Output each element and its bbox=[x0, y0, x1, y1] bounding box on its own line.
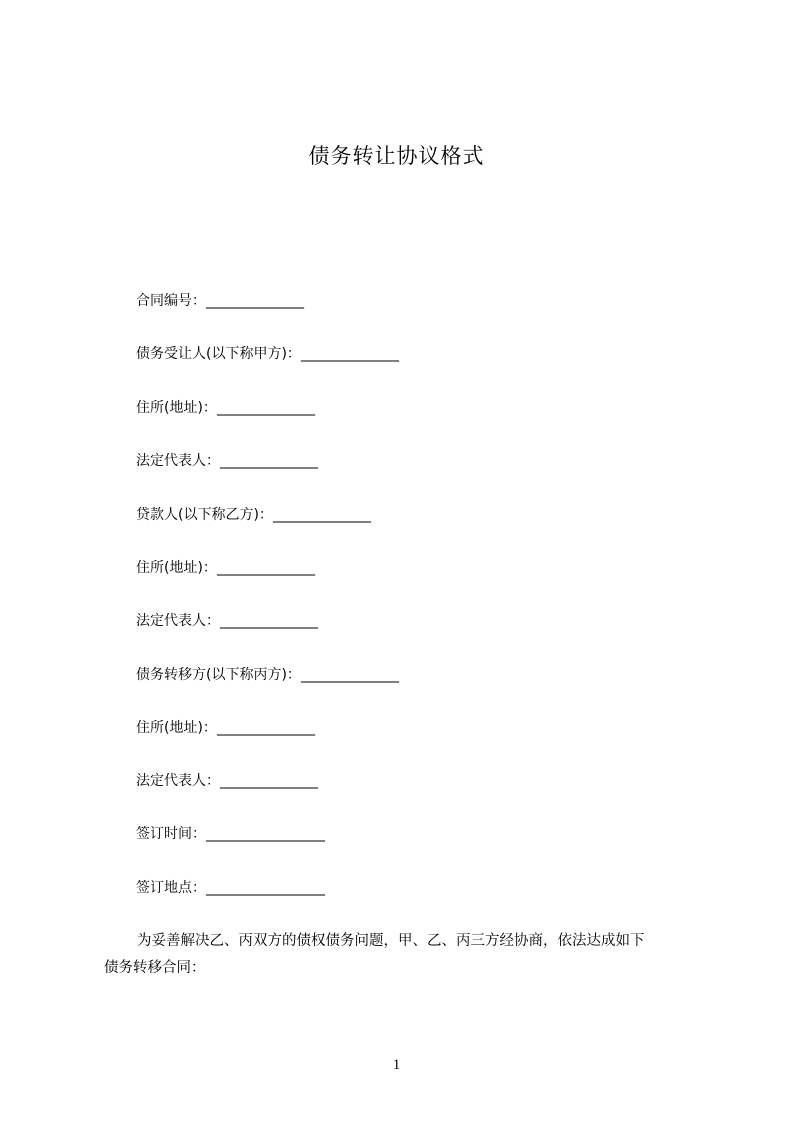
intro-line-1: 为妥善解决乙、丙双方的债权债务问题，甲、乙、丙三方经协商，依法达成如下 bbox=[137, 933, 645, 949]
fill-in-blank: ______________ bbox=[220, 453, 318, 469]
field-label: 法定代表人： bbox=[136, 613, 220, 629]
field-signing-place bbox=[136, 878, 325, 898]
field-label: 签订地点： bbox=[136, 880, 206, 896]
field-label: 债务受让人(以下称甲方)： bbox=[136, 346, 301, 362]
intro-paragraph bbox=[104, 928, 704, 982]
fill-in-blank: ______________ bbox=[216, 400, 315, 416]
fill-in-blank: ______________ bbox=[220, 773, 318, 789]
fill-in-blank: ______________ bbox=[216, 720, 315, 736]
fill-in-blank: ______________ bbox=[300, 346, 399, 362]
field-party-b bbox=[136, 505, 371, 525]
field-label: 法定代表人： bbox=[136, 453, 220, 469]
field-party-c-address bbox=[136, 718, 315, 738]
field-label: 住所(地址)： bbox=[136, 560, 217, 576]
field-contract-number bbox=[136, 291, 304, 311]
fill-in-blank: ______________ bbox=[206, 293, 304, 309]
page-number: 1 bbox=[392, 1057, 401, 1073]
fill-in-blank: _________________ bbox=[206, 880, 325, 896]
fill-in-blank: _________________ bbox=[206, 826, 325, 842]
field-label: 债务转移方(以下称丙方)： bbox=[136, 667, 301, 683]
field-label: 签订时间： bbox=[136, 826, 206, 842]
field-label: 住所(地址)： bbox=[136, 720, 217, 736]
field-party-b-representative bbox=[136, 611, 318, 631]
field-party-c bbox=[136, 665, 399, 685]
fill-in-blank: ______________ bbox=[300, 667, 399, 683]
intro-line-2: 债务转移合同： bbox=[104, 960, 206, 976]
field-party-a-representative bbox=[136, 451, 318, 471]
field-label: 住所(地址)： bbox=[136, 400, 217, 416]
fill-in-blank: ______________ bbox=[272, 507, 371, 523]
fill-in-blank: ______________ bbox=[220, 613, 318, 629]
field-label: 合同编号： bbox=[136, 293, 206, 309]
document-title: 债务转让协议格式 bbox=[308, 144, 485, 168]
field-party-b-address bbox=[136, 558, 315, 578]
field-party-c-representative bbox=[136, 771, 318, 791]
fill-in-blank: ______________ bbox=[216, 560, 315, 576]
field-label: 贷款人(以下称乙方)： bbox=[136, 507, 273, 523]
field-signing-time bbox=[136, 824, 325, 844]
field-party-a bbox=[136, 344, 399, 364]
field-label: 法定代表人： bbox=[136, 773, 220, 789]
field-party-a-address bbox=[136, 398, 315, 418]
